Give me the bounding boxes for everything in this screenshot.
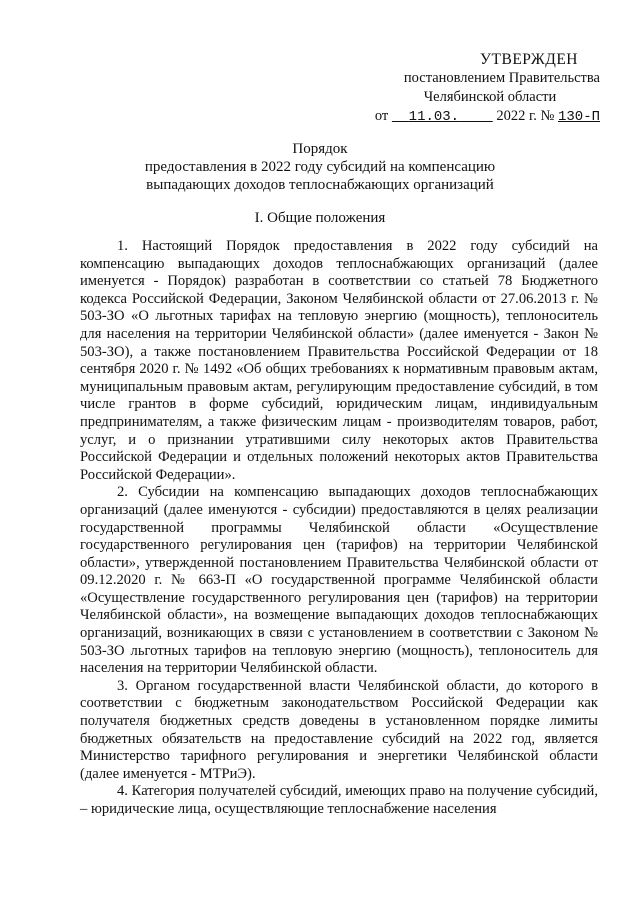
approval-line-2: Челябинской области bbox=[423, 89, 557, 105]
section-heading: I. Общие положения bbox=[254, 210, 386, 226]
title-line-3: выпадающих доходов теплоснабжающих организаций bbox=[146, 177, 494, 193]
paragraph-1: 1. Настоящий Порядок предоставления в 2022 году субсидий на компенсацию выпадающих доходов теплоснабжающих организаций (далее именуется - Порядок) разработан в соответствии со статьей 78 Бюджетного кодекса Российской Федерации, Законом Челябинской области от 27.06.2013 г. № 503-ЗО «О льготных тарифах на тепловую энергию (мощность), теплоноситель для населения на территории Челябинской области» (далее именуется - Закон № 503-ЗО), а также постановлением Правительства Российской Федерации от 18 сентября 2020 г. № 1492 «Об общих требованиях к нормативным правовым актам, муниципальным правовым актам, регулирующим предоставление субсидий, в том числе грантов в форме субсидий, юридическим лицам, индивидуальным предпринимателям, а также физическим лицам - производителям товаров, работ, услуг, и о признании утратившими силу некоторых актов Правительства Российской Федерации и отдельных положений некоторых актов Правительства Российской Федерации». bbox=[80, 238, 598, 483]
document-body bbox=[80, 238, 598, 819]
paragraph-2: 2. Субсидии на компенсацию выпадающих доходов теплоснабжающих организаций (далее именуются - субсидии) предоставляются в целях реализации государственной программы Челябинской области «Осуществление государственного регулирования цен (тарифов) на территории Челябинской области», утвержденной постановлением Правительства Челябинской области от 09.12.2020 г. № 663-П «О государственной программе Челябинской области «Осуществление государственного регулирования цен (тарифов) на территории Челябинской области», на возмещение выпадающих доходов теплоснабжающих организаций, возникающих в связи с установлением в соответствии с Законом № 503-ЗО льготных тарифов на тепловую энергию (мощность), теплоноситель для населения на территории Челябинской области. bbox=[80, 484, 598, 677]
year-text: 2022 г. № bbox=[496, 108, 555, 124]
date-prefix: от bbox=[374, 108, 389, 124]
approval-heading: УТВЕРЖДЕН bbox=[480, 51, 578, 68]
approval-stamp bbox=[370, 50, 600, 127]
approval-date-line bbox=[370, 107, 600, 127]
title-line-2: предоставления в 2022 году субсидий на компенсацию bbox=[144, 159, 496, 175]
handwritten-number: 130-П bbox=[557, 109, 600, 125]
paragraph-4: 4. Категория получателей субсидий, имеющих право на получение субсидий, – юридические лица, осуществляющие теплоснабжение населения bbox=[80, 783, 598, 817]
document-title bbox=[0, 140, 640, 194]
handwritten-date: 11.03. bbox=[408, 109, 460, 125]
paragraph-3: 3. Органом государственной власти Челябинской области, до которого в соответствии с бюджетным законодательством Российской Федерации как получателя бюджетных средств доведены в установленном порядке лимиты бюджетных обязательств на предоставление субсидий на 2022 год, является Министерство тарифного регулирования и энергетики Челябинской области (далее именуется - МТРиЭ). bbox=[80, 677, 598, 782]
title-line-1: Порядок bbox=[292, 141, 348, 157]
approval-line-1: постановлением Правительства bbox=[403, 70, 600, 86]
